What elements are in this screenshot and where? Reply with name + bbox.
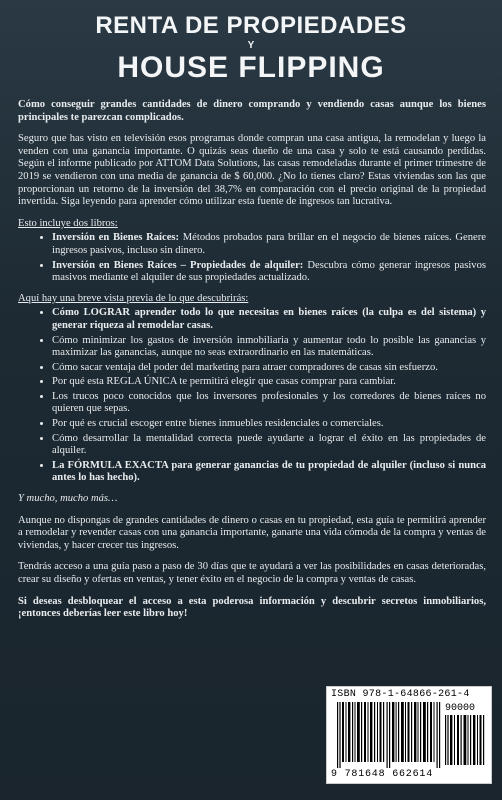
more-text: Y mucho, mucho más… [18, 493, 118, 505]
book-item-title: Inversión en Bienes Raíces – Propiedades de alquiler: [52, 259, 304, 271]
preview-item: • Cómo LOGRAR aprender todo lo que necesitas en bienes raíces (la culpa es del sistema) y generar riqueza al remodelar casas. [52, 307, 486, 332]
books-heading: Esto incluye dos libros: [18, 217, 118, 229]
book-item [52, 232, 486, 257]
books-list [18, 232, 486, 284]
blurb-content [18, 99, 486, 630]
closing-call-to-action: Si deseas desbloquear el acceso a esta poderosa información y descubrir secretos inmobiliarios, ¡entonces deberías leer este libro hoy! [18, 595, 486, 620]
paragraph-1: Seguro que has visto en televisión esos programas donde compran una casa antigua, la remodelan y luego la venden con una ganancia importante. O quizás seas dueño de una casa y solo te está causando perdidas. Según el informe publicado por ATTOM Data Solutions, las casas remodeladas durante el primer trimestre de 2019 se vendieron con una media de ganancia de $ 60,000. ¿No lo tienes claro? Estas viviendas son las que proporcionan un retorno de la inversión del 38,7% en comparación con el precio original de la propiedad invertida. Siga leyendo para aprender cómo utilizar esta fuente de ingresos tan lucrativa. [18, 133, 486, 208]
preview-list [18, 307, 486, 485]
price-code: 90000 [445, 703, 476, 714]
preview-item: • Cómo desarrollar la mentalidad correcta puede ayudarte a lograr el éxito en las propiedades de alquiler. [52, 433, 486, 458]
paragraph-2: Aunque no dispongas de grandes cantidades de dinero o casas en tu propiedad, esta guía te permitirá aprender a remodelar y revender casas con una ganancia importante, ganarte una vida cómoda de la compra y ventas de viviendas, y hacer crecer tus ingresos. [18, 514, 486, 551]
preview-item: • Los trucos poco conocidos que los inversores profesionales y los corredores de bienes raíces no quieren que sepas. [52, 391, 486, 416]
preview-item: • Por qué esta REGLA ÚNICA te permitirá elegir que casas comprar para cambiar. [52, 376, 486, 389]
price-barcode-bars [445, 715, 485, 765]
preview-item: • La FÓRMULA EXACTA para generar ganancias de tu propiedad de alquiler (incluso si nunca antes lo has hecho). [52, 460, 486, 485]
ean-number: 9 781648 662614 [331, 769, 434, 780]
book-item-text: Descubra cómo generar ingresos pasivos masivos mediante el alquiler de sus propiedades actualizado. [52, 259, 487, 284]
preview-heading: Aquí hay una breve vista previa de lo que descubrirás: [18, 292, 249, 304]
title-connector: Y [247, 40, 255, 51]
isbn-barcode [326, 686, 492, 784]
title-block [0, 8, 502, 84]
isbn-number: ISBN 978-1-64866-261-4 [331, 689, 470, 700]
intro-lead: Cómo conseguir grandes cantidades de dinero comprando y vendiendo casas aunque los bienes principales te parezcan complicados. [18, 99, 486, 123]
book-item-text: Métodos probados para brillar en el negocio de bienes raíces. Genere ingresos pasivos, incluso sin dinero. [52, 232, 486, 256]
preview-item: • Cómo sacar ventaja del poder del marketing para atraer compradores de casas sin esfuerzo. [52, 362, 486, 375]
title-line-2: HOUSE FLIPPING [117, 51, 385, 84]
book-item [52, 260, 486, 285]
preview-item: • Cómo minimizar los gastos de inversión inmobiliaria y aumentar todo lo posible las ganancias y maximizar las ganancias, aunque no seas extraordinario en las matemáticas. [52, 335, 486, 360]
ean-barcode-bars [337, 702, 441, 768]
paragraph-3: Tendrás acceso a una guía paso a paso de 30 días que te ayudará a ver las posibilidades en casas deterioradas, crear su diseño y ofertas en ventas, y tener éxito en el negocio de la compra y ventas de casas. [18, 561, 486, 585]
preview-item: • Por qué es crucial escoger entre bienes inmuebles residenciales o comerciales. [52, 418, 486, 431]
title-line-1: RENTA DE PROPIEDADES [95, 12, 407, 39]
book-item-title: Inversión en Bienes Raíces: [52, 232, 180, 244]
